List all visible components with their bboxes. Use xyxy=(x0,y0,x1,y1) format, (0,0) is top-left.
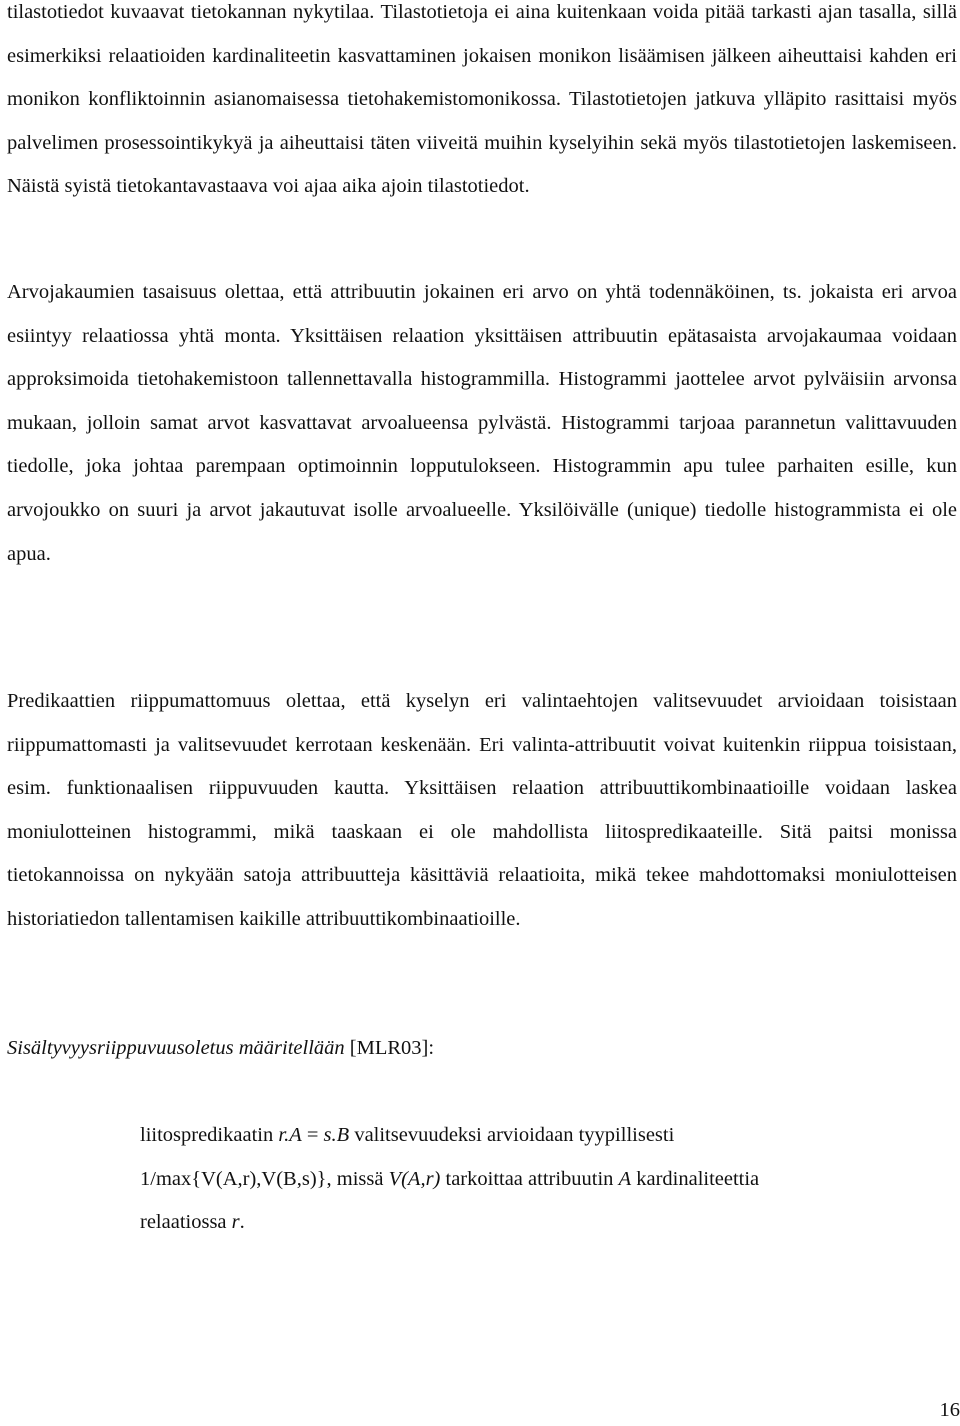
formula-var: (A,r) xyxy=(401,1167,441,1190)
formula-text: liitospredikaatin xyxy=(140,1124,279,1146)
definition-term: Sisältyvyysriippuvuusoletus määritellään xyxy=(7,1037,345,1059)
formula-text: relaatiossa xyxy=(140,1211,232,1234)
formula-var: s. xyxy=(323,1124,337,1146)
formula-text: 1/max{V(A,r),V(B,s)}, missä xyxy=(140,1167,389,1190)
formula-line-2 xyxy=(140,1158,940,1202)
formula-var: r xyxy=(231,1211,240,1234)
definition-citation: [MLR03]: xyxy=(344,1037,435,1059)
paragraph-predicate-independence: Predikaattien riippumattomuus olettaa, että kyselyn eri valintaehtojen valitsevuudet arvioidaan toisistaan riippumattomasti ja valitsevuudet kerrotaan keskenään. Eri valinta-attribuutit voivat kuitenkin riippua toisistaan, esim. funktionaalisen riippuvuuden kautta. Yksittäisen relaation attribuuttikombinaatioille voidaan laskea moniulotteinen histogrammi, mikä taaskaan ei ole mahdollista liitospredikaateille. Sitä paitsi monissa tietokannoissa on nykyään satoja attribuutteja käsittäviä relaatioita, mikä tekee mahdottomaksi moniulotteisen historiatiedon tallentamisen kaikille attribuuttikombinaatioille. xyxy=(7,690,957,930)
formula-text: . xyxy=(239,1211,245,1234)
formula-var: A xyxy=(289,1124,302,1146)
formula-var: V xyxy=(388,1167,402,1190)
formula-var: r. xyxy=(278,1124,290,1146)
selectivity-formula xyxy=(140,1114,940,1245)
formula-var: A xyxy=(618,1167,632,1190)
formula-var: B xyxy=(336,1124,350,1146)
paragraph-statistics: tilastotiedot kuvaavat tietokannan nykytilaa. Tilastotietoja ei aina kuitenkaan voida pitää tarkasti ajan tasalla, sillä esimerkiksi relaatioiden kardinaliteetin kasvattaminen jokaisen monikon lisäämisen jälkeen aiheuttaisi kahden eri monikon konfliktoinnin asianomaisessa tietohakemistomonikossa. Tilastotietojen jatkuva ylläpito rasittaisi myös palvelimen prosessointikykyä ja aiheuttaisi täten viiveitä muihin kyselyihin sekä myös tilastotietojen laskemiseen. Näistä syistä tietokantavastaava voi ajaa aika ajoin tilastotiedot. xyxy=(7,1,957,198)
formula-line-3 xyxy=(140,1201,940,1245)
formula-text: valitsevuudeksi arvioidaan tyypillisesti xyxy=(349,1124,675,1146)
formula-text: kardinaliteettia xyxy=(631,1167,760,1190)
formula-text: = xyxy=(301,1124,324,1146)
definition-heading xyxy=(7,1027,957,1071)
page-number: 16 xyxy=(939,1399,960,1421)
formula-text: tarkoittaa attribuutin xyxy=(440,1167,619,1190)
paragraph-histograms: Arvojakaumien tasaisuus olettaa, että attribuutin jokainen eri arvo on yhtä todennäköinen, ts. jokaista eri arvoa esiintyy relaatiossa yhtä monta. Yksittäisen relaation yksittäisen attribuutin epätasaista arvojakaumaa voidaan approksimoida tietohakemistoon tallennettavalla histogrammilla. Histogrammi jaottelee arvot pylväisiin arvonsa mukaan, jolloin samat arvot kasvattavat arvoalueensa pylvästä. Histogrammi tarjoaa parannetun valittavuuden tiedolle, joka johtaa parempaan optimoinnin lopputulokseen. Histogrammin apu tulee parhaiten esille, kun arvojoukko on suuri ja arvot jakautuvat isolle arvoalueelle. Yksilöivälle (unique) tiedolle histogrammista ei ole apua. xyxy=(7,281,957,565)
formula-line-1 xyxy=(140,1114,940,1158)
